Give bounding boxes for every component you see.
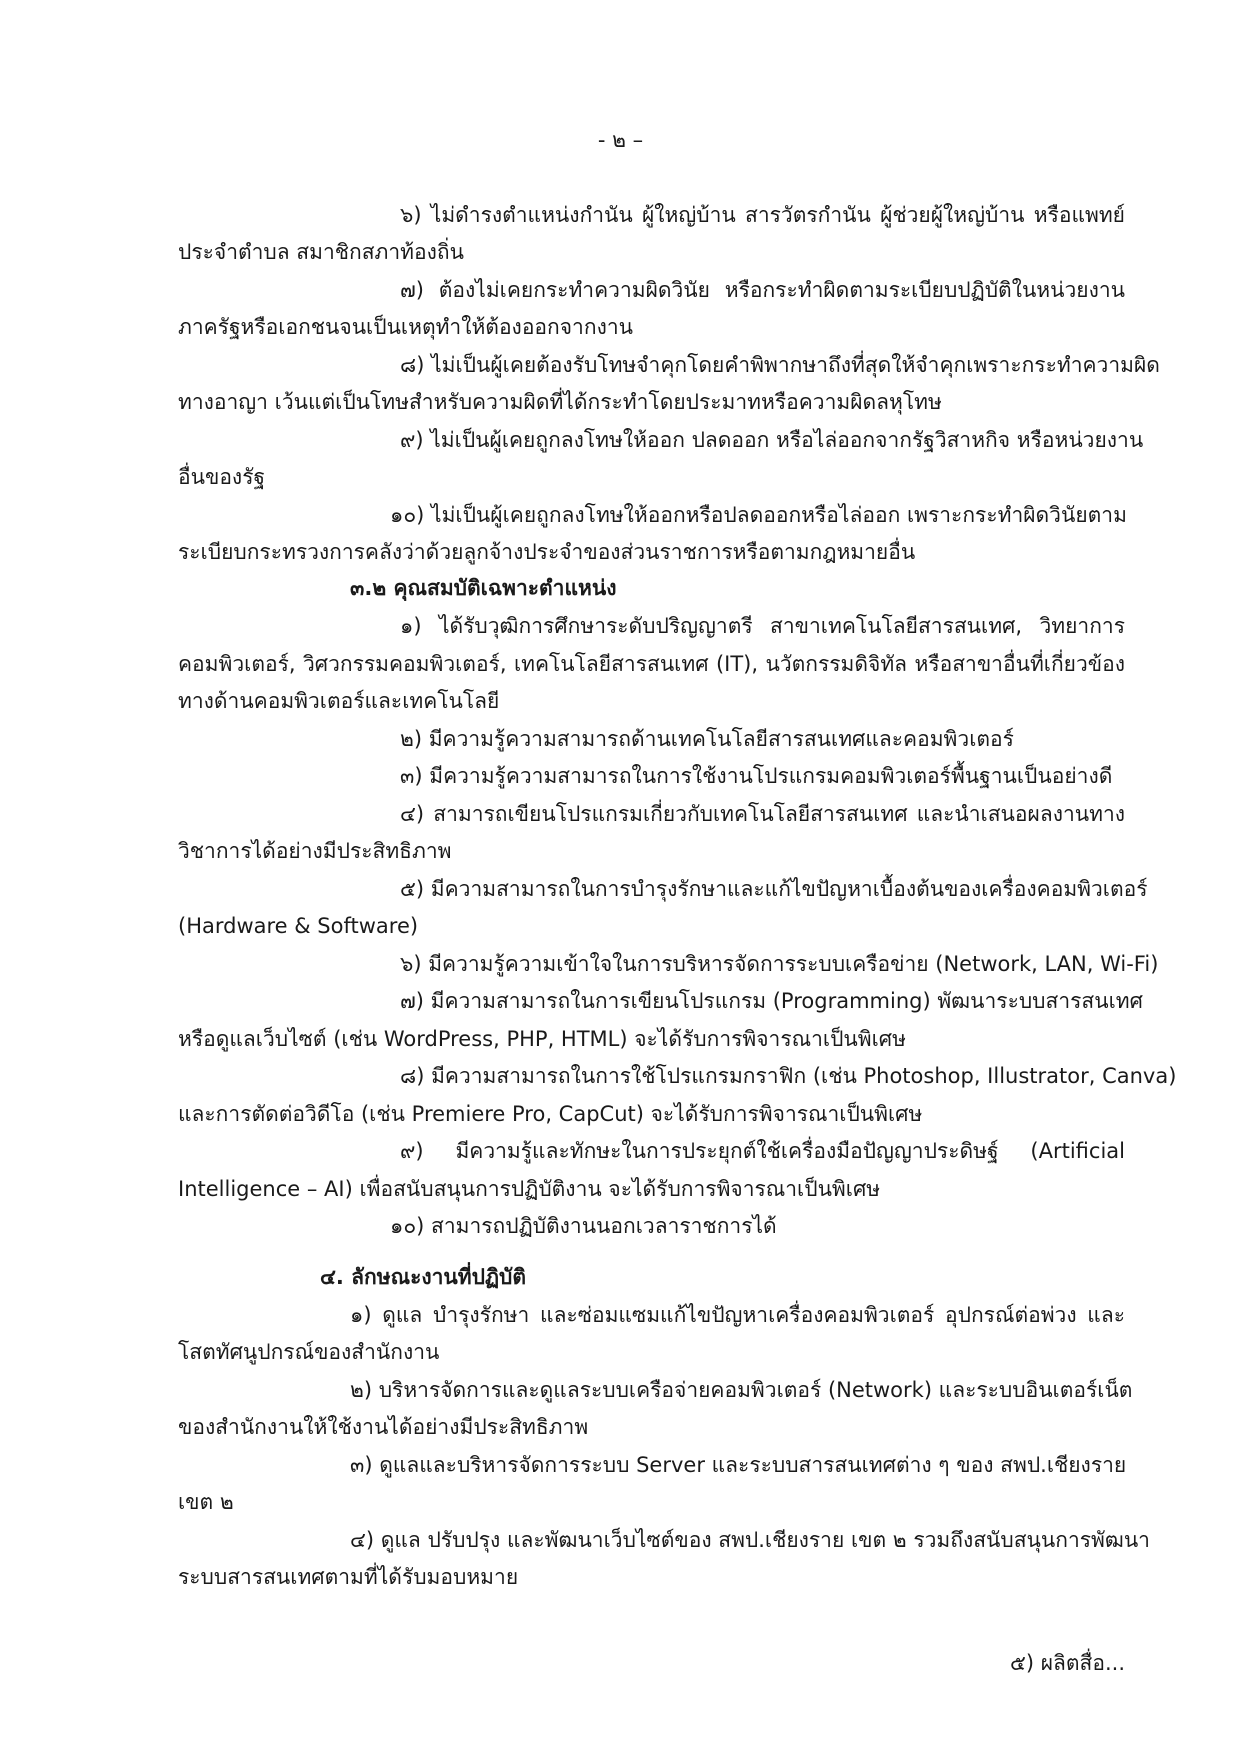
text-line: ๔) สามารถเขียนโปรแกรมเกี่ยวกับเทคโนโลยีสารสนเทศ และนำเสนอผลงานทาง <box>400 802 1125 826</box>
text-line: ๔) ดูแล ปรับปรุง และพัฒนาเว็บไซต์ของ สพป.เชียงราย เขต ๒ รวมถึงสนับสนุนการพัฒนา <box>350 1528 1150 1552</box>
text-line: เขต ๒ <box>178 1490 234 1514</box>
text-line: วิชาการได้อย่างมีประสิทธิภาพ <box>178 839 452 863</box>
text-line: ระเบียบกระทรวงการคลังว่าด้วยลูกจ้างประจำของส่วนราชการหรือตามกฎหมายอื่น <box>178 540 916 564</box>
continuation-marker: ๕) ผลิตสื่อ... <box>1009 1651 1125 1675</box>
text-line: ๖) มีความรู้ความเข้าใจในการบริหารจัดการระบบเครือข่าย (Network, LAN, Wi-Fi) <box>400 952 1159 976</box>
text-line: ๓) มีความรู้ความสามารถในการใช้งานโปรแกรมคอมพิวเตอร์พื้นฐานเป็นอย่างดี <box>400 764 1113 788</box>
page-number: - ๒ – <box>597 128 644 152</box>
text-line: ๘) ไม่เป็นผู้เคยต้องรับโทษจำคุกโดยคำพิพากษาถึงที่สุดให้จำคุกเพราะกระทำความผิด <box>400 353 1160 377</box>
text-line: ภาครัฐหรือเอกชนจนเป็นเหตุทำให้ต้องออกจากงาน <box>178 315 633 339</box>
text-line: ๒) บริหารจัดการและดูแลระบบเครือจ่ายคอมพิวเตอร์ (Network) และระบบอินเตอร์เน็ต <box>350 1378 1133 1402</box>
text-line: ๑๐) ไม่เป็นผู้เคยถูกลงโทษให้ออกหรือปลดออกหรือไล่ออก เพราะกระทำผิดวินัยตาม <box>390 503 1127 527</box>
text-line: ระบบสารสนเทศตามที่ได้รับมอบหมาย <box>178 1565 519 1589</box>
text-line: ๑) ดูแล บำรุงรักษา และซ่อมแซมแก้ไขปัญหาเครื่องคอมพิวเตอร์ อุปกรณ์ต่อพ่วง และ <box>350 1303 1125 1327</box>
text-line: ของสำนักงานให้ใช้งานได้อย่างมีประสิทธิภาพ <box>178 1415 589 1439</box>
text-line: Intelligence – AI) เพื่อสนับสนุนการปฏิบัติงาน จะได้รับการพิจารณาเป็นพิเศษ <box>178 1177 881 1201</box>
text-line: ๑) ได้รับวุฒิการศึกษาระดับปริญญาตรี สาขาเทคโนโลยีสารสนเทศ, วิทยาการ <box>400 614 1125 638</box>
text-line: ๑๐) สามารถปฏิบัติงานนอกเวลาราชการได้ <box>390 1214 777 1238</box>
text-line: คอมพิวเตอร์, วิศวกรรมคอมพิวเตอร์, เทคโนโลยีสารสนเทศ (IT), นวัตกรรมดิจิทัล หรือสาขาอื่นที่เกี่ยวข้อง <box>178 652 1125 676</box>
text-line: ๖) ไม่ดำรงตำแหน่งกำนัน ผู้ใหญ่บ้าน สารวัตรกำนัน ผู้ช่วยผู้ใหญ่บ้าน หรือแพทย์ <box>400 203 1125 227</box>
text-line: ๕) มีความสามารถในการบำรุงรักษาและแก้ไขปัญหาเบื้องต้นของเครื่องคอมพิวเตอร์ <box>400 877 1148 901</box>
text-line: ๗) ต้องไม่เคยกระทำความผิดวินัย หรือกระทำผิดตามระเบียบปฏิบัติในหน่วยงาน <box>400 278 1125 302</box>
text-line: ๘) มีความสามารถในการใช้โปรแกรมกราฟิก (เช่น Photoshop, Illustrator, Canva) <box>400 1064 1177 1088</box>
text-line: อื่นของรัฐ <box>178 465 266 489</box>
text-line: โสตทัศนูปกรณ์ของสำนักงาน <box>178 1340 440 1364</box>
text-line: ๓) ดูแลและบริหารจัดการระบบ Server และระบบสารสนเทศต่าง ๆ ของ สพป.เชียงราย <box>350 1453 1127 1477</box>
section-heading: ๓.๒ คุณสมบัติเฉพาะตำแหน่ง <box>350 576 617 600</box>
text-line: ๗) มีความสามารถในการเขียนโปรแกรม (Programming) พัฒนาระบบสารสนเทศ <box>400 989 1143 1013</box>
text-line: ๒) มีความรู้ความสามารถด้านเทคโนโลยีสารสนเทศและคอมพิวเตอร์ <box>400 727 1014 751</box>
section-heading: ๔. ลักษณะงานที่ปฏิบัติ <box>320 1265 527 1289</box>
text-line: ประจำตำบล สมาชิกสภาท้องถิ่น <box>178 240 464 264</box>
text-line: ๙) มีความรู้และทักษะในการประยุกต์ใช้เครื่องมือปัญญาประดิษฐ์ (Artificial <box>400 1139 1125 1163</box>
text-line: ทางด้านคอมพิวเตอร์และเทคโนโลยี <box>178 689 500 713</box>
text-line: ทางอาญา เว้นแต่เป็นโทษสำหรับความผิดที่ได้กระทำโดยประมาทหรือความผิดลหุโทษ <box>178 390 942 414</box>
text-line: หรือดูแลเว็บไซต์ (เช่น WordPress, PHP, HTML) จะได้รับการพิจารณาเป็นพิเศษ <box>178 1027 906 1051</box>
text-line: และการตัดต่อวิดีโอ (เช่น Premiere Pro, CapCut) จะได้รับการพิจารณาเป็นพิเศษ <box>178 1102 923 1126</box>
text-line: (Hardware & Software) <box>178 914 419 938</box>
text-line: ๙) ไม่เป็นผู้เคยถูกลงโทษให้ออก ปลดออก หรือไล่ออกจากรัฐวิสาหกิจ หรือหน่วยงาน <box>400 428 1144 452</box>
